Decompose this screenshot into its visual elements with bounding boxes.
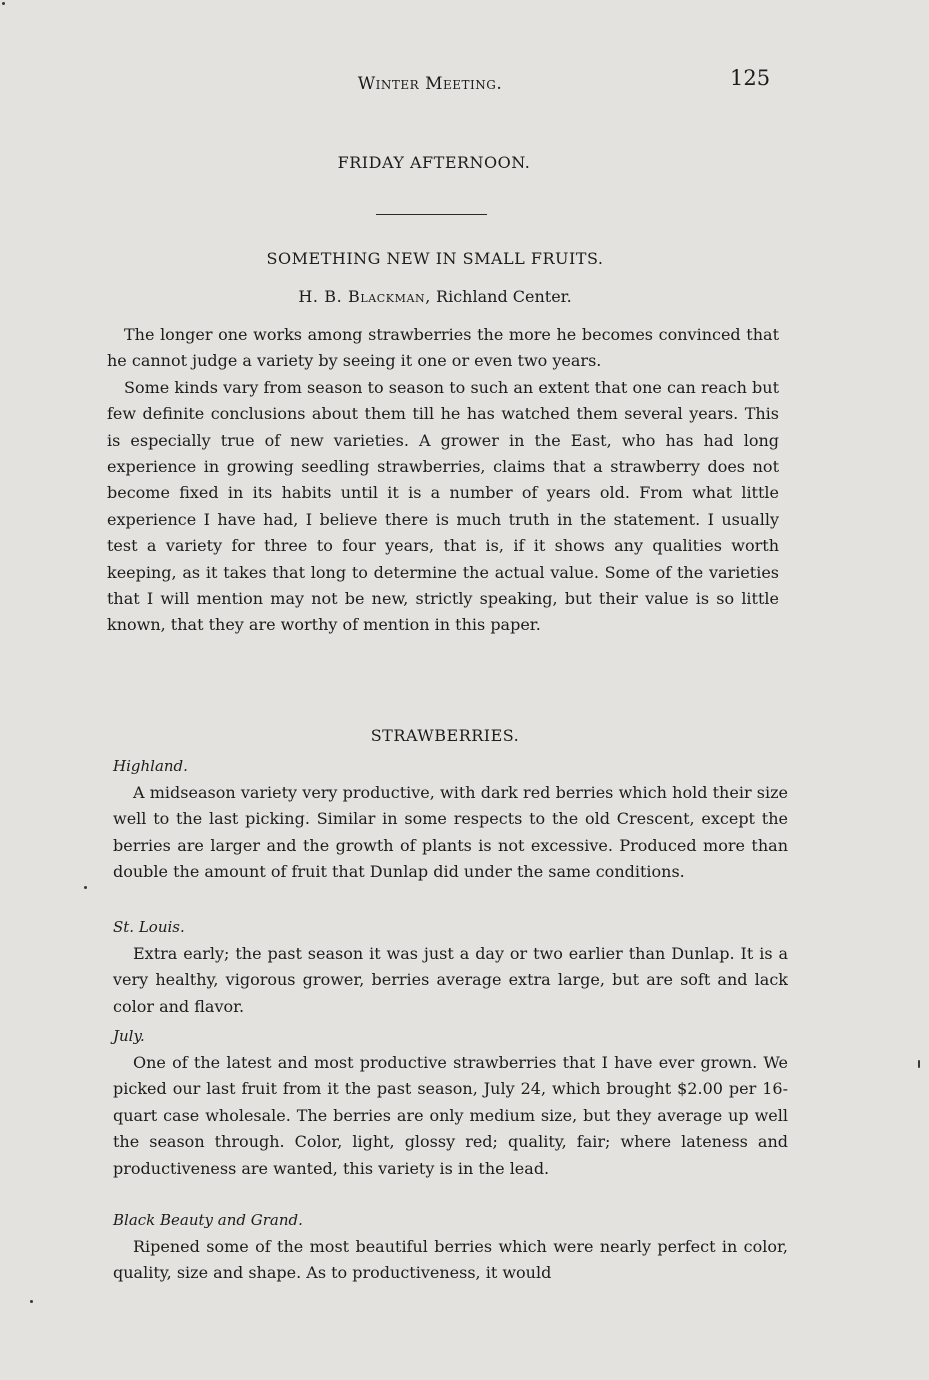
title-rule: [376, 214, 487, 215]
variety-description: Ripened some of the most beautiful berries which were nearly perfect in color, quality, size and shape. As to productiveness, it would: [113, 1237, 788, 1283]
variety-entry: [113, 1026, 788, 1182]
paper-speck: [84, 886, 87, 889]
article-title: SOMETHING NEW IN SMALL FRUITS.: [266, 249, 604, 268]
session-title: FRIDAY AFTERNOON.: [337, 153, 531, 172]
author-name: H. B. Blackman,: [298, 287, 431, 306]
variety-entry: [113, 1210, 788, 1287]
variety-name: July.: [113, 1027, 145, 1045]
running-head: Winter Meeting.: [357, 74, 503, 94]
author-location: Richland Center.: [436, 287, 572, 306]
variety-description: One of the latest and most productive strawberries that I have ever grown. We picked our last fruit from it the past season, July 24, which brought $2.00 per 16-quart case wholesale. The berries are only medium size, but they average up well the season through. Color, light, glossy red; quality, fair; where lateness and productiveness are wanted, this variety is in the lead.: [113, 1053, 788, 1178]
variety-description: Extra early; the past season it was just a day or two earlier than Dunlap. It is a very healthy, vigorous grower, berries average extra large, but are soft and lack color and flavor.: [113, 944, 788, 1016]
intro-paragraph: Some kinds vary from season to season to such an extent that one can reach but few definite conclusions about them till he has watched them several years. This is especially true of new varieties. A grower in the East, who has had long experience in growing seedling strawberries, claims that a strawberry does not become fixed in its habits until it is a number of years old. From what little experience I have had, I believe there is much truth in the statement. I usually test a variety for three to four years, that is, if it shows any qualities worth keeping, as it takes that long to determine the actual value. Some of the varieties that I will mention may not be new, strictly speaking, but their value is so little known, that they are worthy of mention in this paper.: [107, 377, 779, 635]
paper-speck: [918, 1060, 920, 1068]
paper-speck: [2, 2, 5, 5]
variety-entry: [113, 756, 788, 886]
intro-text: [107, 322, 779, 639]
variety-name: Black Beauty and Grand.: [113, 1211, 303, 1229]
variety-entry: [113, 917, 788, 1020]
variety-name: Highland.: [113, 757, 188, 775]
variety-description: A midseason variety very productive, with dark red berries which hold their size well to the last picking. Similar in some respects to the old Crescent, except the berries are larger and the growth of plants is not excessive. Produced more than double the amount of fruit that Dunlap did under the same conditions.: [113, 783, 788, 882]
byline: [0, 287, 870, 306]
variety-name: St. Louis.: [113, 918, 185, 936]
strawberries-heading: STRAWBERRIES.: [370, 726, 520, 745]
paper-speck: [30, 1300, 33, 1303]
intro-paragraph: The longer one works among strawberries the more he becomes convinced that he cannot judge a variety by seeing it one or even two years.: [107, 325, 779, 371]
page-number: 125: [730, 66, 771, 90]
